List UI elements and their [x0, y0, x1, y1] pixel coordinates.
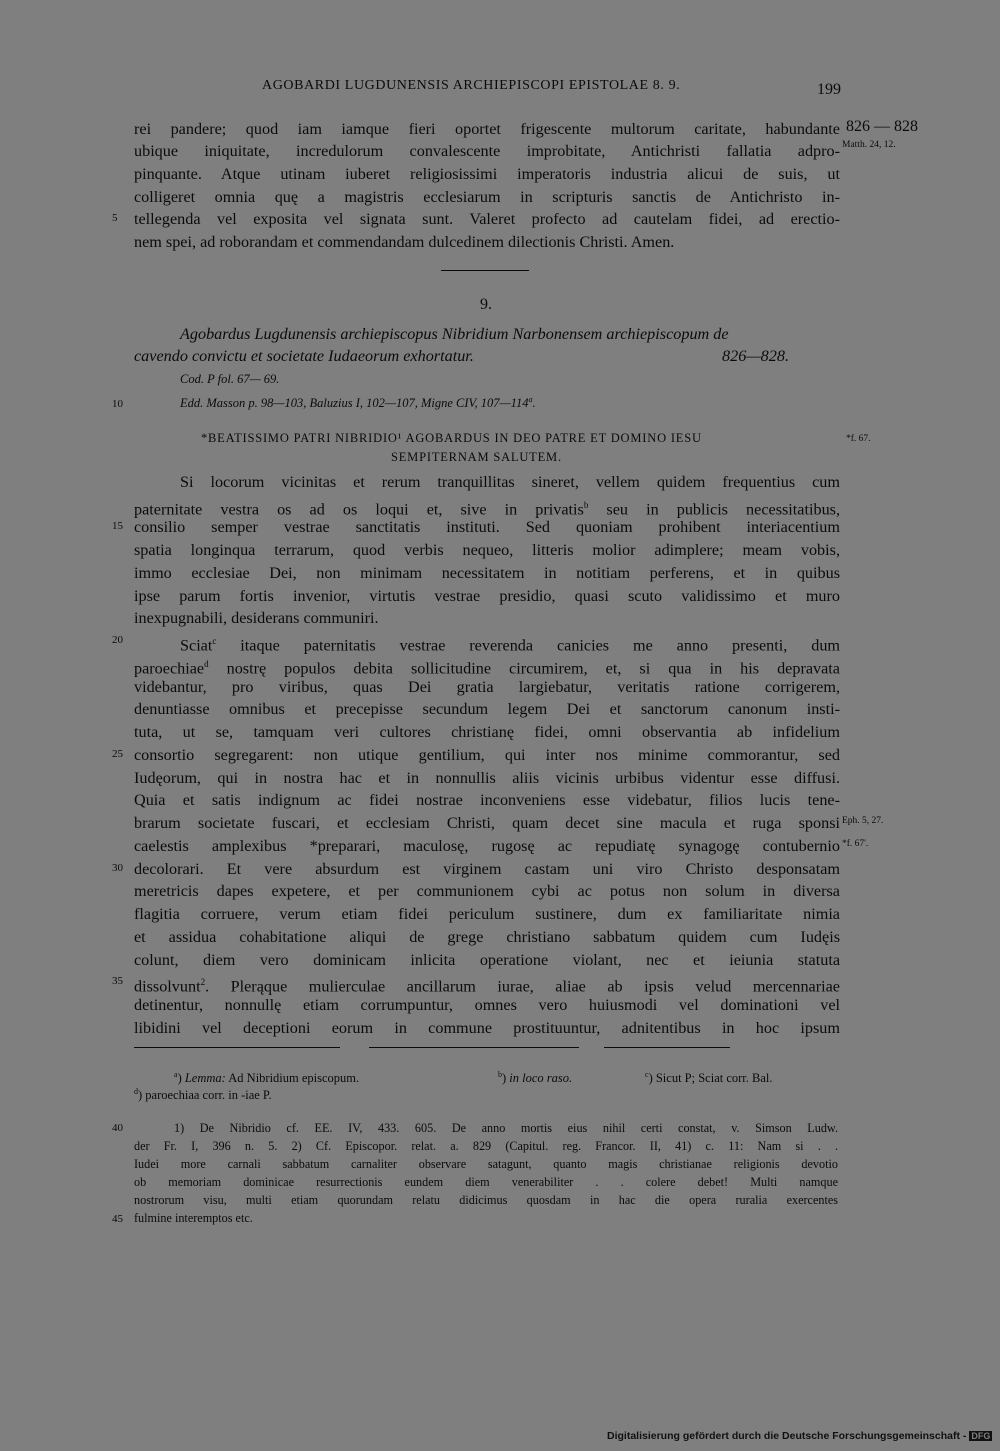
text-line: dissolvunt$^2$. Plerąque mulierculae ancillarum iurae, aliae ab ipsis velud mercennariae — [134, 977, 840, 996]
line-number: 25 — [112, 748, 123, 760]
text-line: consortio segregarent: non utique gentilium, qui inter nos minime commorantur, sed — [134, 746, 840, 764]
text-line: Iudęorum, qui in nostra hac et in nonnullis aliis vicinis urbibus videntur esse diffusi. — [134, 769, 840, 787]
apparatus-rule — [604, 1047, 730, 1048]
text-line: Quia et satis indignum ac fidei nostrae inconveniens esse videbatur, filios lucis tene- — [134, 791, 840, 809]
margin-date: 826 — 828 — [846, 118, 918, 135]
text-line: videbantur, pro viribus, quas Dei gratia largiebatur, veritatis ratione corrigerem, — [134, 678, 840, 696]
line-number: 10 — [112, 398, 123, 410]
apparatus-note-a: $^a$) Lemma: Ad Nibridium episcopum. — [174, 1070, 360, 1086]
text-line: immo ecclesiae Dei, non minimam necessitatem in notitiam perferens, et in quibus — [134, 564, 840, 582]
apparatus-note-b: $^b$) in loco raso. — [498, 1070, 573, 1086]
text-line: denuntiasse omnibus et precepisse secundum legem Dei et sanctorum canonum insti- — [134, 700, 840, 718]
text-line: detinentur, nonnullę etiam corrumpuntur, omnes vero huiusmodi vel dominationi vel — [134, 996, 840, 1014]
text-line: colligeret omnia quę a magistris ecclesiarum in scripturis sanctis de Antichristo in- — [134, 188, 840, 206]
text-line: ubique iniquitate, incredulorum convalescente improbitate, Antichristi fallatia adpro- — [134, 142, 840, 160]
text-line: caelestis amplexibus *preparari, maculosę, rugosę ac repudiatę synagogę contubernio — [134, 837, 840, 855]
line-number: 35 — [112, 975, 123, 987]
margin-reference: Matth. 24, 12. — [842, 140, 896, 150]
codex-reference: Cod. P fol. 67— 69. — [180, 372, 280, 386]
line-number: 15 — [112, 520, 123, 532]
salutation: *BEATISSIMO PATRI NIBRIDIO¹ AGOBARDUS IN DEO PATRE ET DOMINO IESU — [201, 431, 702, 445]
dfg-logo: DFG — [971, 1431, 991, 1441]
line-number: 5 — [112, 212, 118, 224]
footnote-line: nostrorum visu, multi etiam quorundam relatu didicimus quosdam in hac die opera ruralia exercentes — [134, 1193, 838, 1207]
footnote-line: 1) De Nibridio cf. EE. IV, 433. 605. De anno mortis eius nihil certi constat, v. Simson Ludw. — [174, 1121, 838, 1135]
text-line: libidini vel deceptioni eorum in commune prostituuntur, adnitentibus in hoc ipsum — [134, 1019, 840, 1037]
text-line: pinquante. Atque utinam iuberet religiosissimi imperatoris industria alicui de suis, ut — [134, 165, 840, 183]
text-line: Sciat$^c$ itaque paternitatis vestrae reverenda canicies me anno presenti, dum — [180, 636, 840, 655]
apparatus-rule — [369, 1047, 579, 1048]
text-line: Si locorum vicinitas et rerum tranquillitas sineret, vellem quidem frequentius cum — [180, 473, 840, 491]
page-number: 199 — [817, 81, 841, 98]
letter-number: 9. — [480, 296, 492, 313]
running-title: AGOBARDI LUGDUNENSIS ARCHIEPISCOPI EPISTOLAE 8. 9. — [262, 78, 681, 93]
text-line: ipse parum fortis invenior, virtutis vestrae presidio, quasi scuto validissimo et muro — [134, 587, 840, 605]
apparatus-note-c: $^c$) Sicut P; Sciat corr. Bal. — [645, 1070, 773, 1086]
footnote-line: Iudei more carnali sabbatum carnaliter observare satagunt, quanto magis christianae religionis devotio — [134, 1157, 838, 1171]
footnote-line: fulmine interemptos etc. — [134, 1211, 253, 1225]
text-line: tellegenda vel exposita vel signata sunt. Valeret profecto ad cautelam fidei, ad erectio- — [134, 210, 840, 228]
section-divider — [441, 270, 529, 271]
line-number: 45 — [112, 1213, 123, 1225]
text-line: decolorari. Et vere absurdum est virginem castam uni viro Christo desponsatam — [134, 860, 840, 878]
margin-reference: Eph. 5, 27. — [842, 816, 884, 826]
line-number: 30 — [112, 862, 123, 874]
text-line: inexpugnabili, desiderans communiri. — [134, 609, 379, 627]
text-line: consilio semper vestrae sanctitatis instituti. Sed quoniam prohibent interiacentium — [134, 518, 840, 536]
folio-marker: *f. 67. — [846, 434, 871, 444]
text-line: rei pandere; quod iam iamque fieri oportet frigescente multorum caritate, habundante — [134, 120, 840, 138]
text-line: paroechiae$^d$ nostrę populos debita sollicitudine circumirem, et, si qua in his depravata — [134, 659, 840, 678]
line-number: 20 — [112, 634, 123, 646]
letter-title-cont: cavendo convictu et societate Iudaeorum exhortatur. — [134, 347, 474, 365]
text-line: tuta, ut se, tamquam veri cultores christianę fidei, omni observantia ab infidelium — [134, 723, 840, 741]
footnote-line: ob memoriam dominicae resurrectionis eundem diem venerabiliter . . colere debet! Multi namque — [134, 1175, 838, 1189]
editions-reference: Edd. Masson p. 98—103, Baluzius I, 102—107, Migne CIV, 107—114$^a$. — [180, 395, 536, 411]
letter-title: Agobardus Lugdunensis archiepiscopus Nibridium Narbonensem archiepiscopum de — [180, 325, 729, 343]
letter-date: 826—828. — [722, 347, 790, 365]
text-line: paternitate vestra os ad os loqui et, sive in privatis$^b$ seu in publicis necessitatibus, — [134, 500, 841, 519]
text-line: meretricis dapes expetere, et per communionem cybi ac potus non solum in diversa — [134, 882, 840, 900]
text-line: colunt, diem vero dominicam inlicita operatione violant, nec et ieiunia statuta — [134, 951, 840, 969]
apparatus-note-d: $^d$) paroechiaa corr. in -iae P. — [134, 1087, 272, 1103]
footnote-line: der Fr. I, 396 n. 5. 2) Cf. Episcopor. relat. a. 829 (Capitul. reg. Francor. II, 41) c. 11: Nam si . . — [134, 1139, 838, 1153]
line-number: 40 — [112, 1122, 123, 1134]
text-line: et assidua cohabitatione aliqui de grege christiano sabbatum quidem cum Iudęis — [134, 928, 840, 946]
salutation-cont: SEMPITERNAM SALUTEM. — [391, 450, 562, 464]
text-line: nem spei, ad roborandam et commendandam dulcedinem dilectionis Christi. Amen. — [134, 233, 675, 251]
apparatus-rule — [134, 1047, 340, 1048]
folio-marker: *f. 67'. — [842, 839, 869, 849]
text-line: brarum societate fuscari, et ecclesiam Christi, quam decet sine macula et ruga sponsi — [134, 814, 840, 832]
dfg-credit: Digitalisierung gefördert durch die Deutsche Forschungsgemeinschaft - DFG — [607, 1430, 991, 1442]
text-line: spatia longinqua terrarum, quod verbis nequeo, litteris molior adimplere; meam vobis, — [134, 541, 840, 559]
text-line: flagitia corruere, verum etiam fidei periculum sustinere, dum ex familiaritate nimia — [134, 905, 840, 923]
